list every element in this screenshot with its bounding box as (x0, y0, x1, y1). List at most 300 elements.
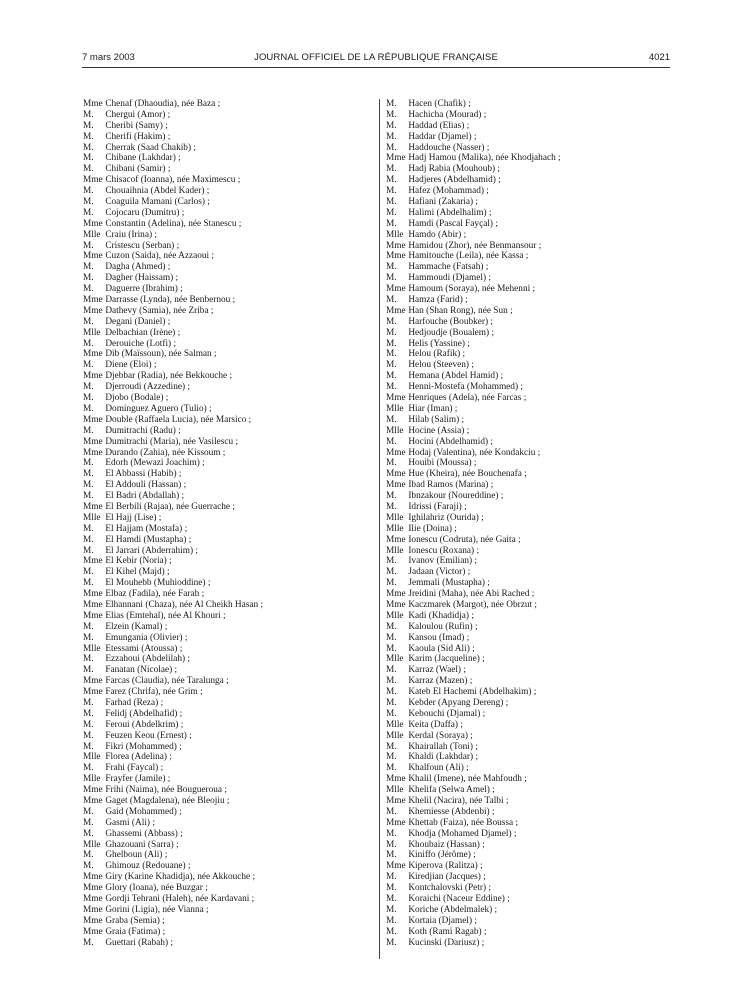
entry-name: Hacen (Chafik) ; (408, 99, 471, 109)
name-entry (83, 153, 373, 164)
name-entry (386, 709, 676, 720)
name-entry (83, 306, 373, 317)
entry-name: Kontchalovski (Petr) ; (408, 883, 491, 894)
name-entry (83, 654, 373, 665)
name-entry (386, 611, 676, 622)
name-entry (386, 437, 676, 448)
name-entry (386, 371, 676, 382)
name-entry (83, 611, 373, 622)
entry-title: M. (83, 578, 94, 589)
entry-title: M. (386, 643, 397, 654)
name-entry (386, 458, 676, 469)
name-entry (83, 578, 373, 589)
entry-name: Dumitrachi (Maria), née Vasilescu ; (105, 436, 239, 447)
entry-name: Khodja (Mohamed Djamel) ; (408, 828, 517, 839)
entry-title: Mme (83, 589, 103, 600)
entry-title: Mme (386, 393, 406, 404)
name-entry (83, 360, 373, 371)
name-entry (83, 883, 373, 894)
name-entry (386, 720, 676, 731)
name-entry (386, 132, 676, 143)
name-entry (386, 829, 676, 840)
entry-title: M. (386, 850, 397, 861)
entry-name: Khelil (Nacira), née Talbi ; (408, 796, 509, 806)
name-entry (386, 480, 676, 491)
name-entry (386, 883, 676, 894)
entry-title: M. (386, 741, 397, 752)
entry-name: Farez (Chrifa), née Grim ; (105, 687, 203, 698)
name-entry (386, 382, 676, 393)
entry-name: Gasmi (Ali) ; (105, 817, 155, 828)
entry-name: Khairallah (Toni) ; (408, 741, 478, 752)
header-rule (82, 67, 670, 68)
entry-name: Darrasse (Lynda), née Benbernou ; (105, 295, 236, 306)
entry-title: M. (83, 708, 94, 719)
name-entry (83, 861, 373, 872)
name-entry (83, 251, 373, 262)
entry-name: Hammoudi (Djamel) ; (408, 273, 491, 284)
entry-name: Ighilahriz (Ourida) ; (408, 512, 484, 523)
entry-name: Chergui (Amor) ; (105, 109, 171, 120)
name-entry (386, 230, 676, 241)
entry-name: Hafez (Mohammad) ; (408, 186, 489, 197)
entry-title: M. (83, 197, 94, 208)
name-entry (83, 763, 373, 774)
entry-name: El Hajj (Lise) ; (105, 512, 162, 523)
entry-title: M. (83, 621, 94, 632)
entry-title: Mme (83, 687, 103, 698)
entry-title: M. (386, 142, 397, 153)
entry-title: M. (386, 926, 397, 937)
entry-title: Mme (83, 436, 103, 447)
entry-name: Djerroudi (Azzedine) ; (105, 382, 190, 393)
name-entry (386, 807, 676, 818)
entry-name: Khemiesse (Abdenbi) ; (408, 806, 495, 817)
entry-name: Degani (Daniel) ; (105, 316, 171, 327)
entry-title: M. (386, 131, 397, 142)
entry-title: M. (83, 403, 94, 414)
entry-name: Elzein (Kamal) ; (105, 621, 168, 632)
entry-title: Mme (83, 676, 103, 687)
entry-name: Hafiani (Zakaria) ; (408, 197, 479, 208)
entry-title: Mme (83, 872, 103, 883)
entry-title: Mme (386, 534, 406, 545)
entry-title: M. (386, 578, 397, 589)
entry-title: M. (386, 621, 397, 632)
entry-title: Mme (83, 295, 103, 306)
entry-title: Mme (386, 774, 406, 785)
entry-title: M. (386, 338, 397, 349)
entry-title: M. (83, 806, 94, 817)
entry-title: M. (386, 273, 397, 284)
entry-name: Haddad (Elias) ; (408, 120, 470, 131)
entry-name: Fanatan (Nicolae) ; (105, 665, 178, 676)
entry-title: M. (386, 436, 397, 447)
name-entry (83, 230, 373, 241)
name-entry (83, 219, 373, 230)
entry-title: Mlle (386, 523, 404, 534)
entry-name: Koth (Rami Ragab) ; (408, 926, 487, 937)
name-entry (83, 513, 373, 524)
name-entry (386, 938, 676, 949)
entry-name: Cristescu (Serban) ; (105, 240, 180, 251)
name-entry (386, 894, 676, 905)
entry-title: Mme (83, 99, 103, 109)
name-entry (83, 186, 373, 197)
entry-title: M. (83, 469, 94, 480)
entry-title: M. (83, 284, 94, 295)
name-entry (83, 491, 373, 502)
entry-name: Edorh (Mewazi Joachim) ; (105, 458, 205, 469)
entry-title: Mlle (83, 327, 101, 338)
name-entry (386, 818, 676, 829)
entry-title: M. (386, 371, 397, 382)
name-entry (83, 818, 373, 829)
entry-title: M. (386, 164, 397, 175)
entry-title: Mme (386, 861, 406, 872)
entry-name: Kaloulou (Rufin) ; (408, 621, 478, 632)
entry-name: Hadj Hamou (Malika), née Khodjahach ; (408, 153, 561, 164)
name-entry (386, 796, 676, 807)
entry-name: Khalil (Imene), née Mahfoudh ; (408, 774, 527, 785)
entry-name: Cheribi (Samy) ; (105, 120, 168, 131)
entry-title: M. (83, 697, 94, 708)
name-entry (83, 458, 373, 469)
entry-title: M. (386, 806, 397, 817)
entry-title: Mme (83, 915, 103, 926)
entry-name: Dagha (Ahmed) ; (105, 262, 171, 273)
name-entry (83, 622, 373, 633)
entry-name: Hachicha (Mourad) ; (408, 109, 487, 120)
name-entry (83, 110, 373, 121)
name-entry (83, 426, 373, 437)
entry-title: Mlle (83, 512, 101, 523)
entry-name: Ibad Ramos (Marina) ; (408, 480, 494, 491)
entry-title: M. (83, 164, 94, 175)
entry-title: Mme (83, 305, 103, 316)
entry-name: Hodaj (Valentina), née Kondakciu ; (408, 447, 541, 458)
entry-title: M. (83, 534, 94, 545)
entry-title: Mme (386, 599, 406, 610)
entry-name: Cherrak (Saad Chakib) ; (105, 142, 196, 153)
name-entry (386, 284, 676, 295)
entry-name: Durando (Zahia), née Kissoum ; (105, 447, 226, 458)
entry-name: Graia (Fatima) ; (105, 926, 166, 937)
name-entry (386, 916, 676, 927)
name-entry (83, 742, 373, 753)
name-entry (386, 360, 676, 371)
name-entry (83, 785, 373, 796)
entry-name: Koriche (Abdelmalek) ; (408, 904, 498, 915)
name-entry (83, 132, 373, 143)
entry-name: Khelifa (Selwa Amel) ; (408, 785, 495, 796)
entry-name: Daguerre (Ibrahim) ; (105, 284, 183, 295)
entry-name: Kaoula (Sid Ali) ; (408, 643, 475, 654)
entry-name: Karraz (Mazen) ; (408, 676, 473, 687)
entry-name: Ezzahoui (Abdelilah) ; (105, 654, 190, 665)
entry-title: M. (386, 828, 397, 839)
name-entry (386, 589, 676, 600)
name-entry (386, 861, 676, 872)
entry-name: Constantin (Adelina), née Stanescu ; (105, 218, 242, 229)
entry-title: Mme (386, 305, 406, 316)
entry-name: Kateb El Hachemi (Abdelhakim) ; (408, 687, 537, 698)
entry-title: M. (386, 197, 397, 208)
entry-title: Mme (386, 469, 406, 480)
entry-title: Mlle (83, 229, 101, 240)
entry-title: M. (386, 763, 397, 774)
name-entry (83, 905, 373, 916)
entry-name: El Hamdi (Mustapha) ; (105, 534, 192, 545)
entry-title: Mlle (386, 403, 404, 414)
entry-title: M. (386, 491, 397, 502)
entry-name: Idrissi (Faraji) ; (408, 501, 467, 512)
entry-name: Diene (Eloi) ; (105, 360, 157, 371)
entry-title: M. (386, 632, 397, 643)
entry-name: Helou (Rafik) ; (408, 349, 466, 360)
name-entry (386, 110, 676, 121)
entry-title: Mlle (386, 545, 404, 556)
entry-name: Houibi (Moussa) ; (408, 458, 477, 469)
name-entry (83, 840, 373, 851)
name-entry (83, 872, 373, 883)
entry-name: Kansou (Imad) ; (408, 632, 470, 643)
name-entry (386, 404, 676, 415)
entry-name: Chibane (Lakhdar) ; (105, 153, 181, 164)
page-header (0, 52, 752, 66)
entry-name: Fikri (Mohammed) ; (105, 741, 182, 752)
entry-name: Hemana (Abdel Hamid) ; (408, 371, 504, 382)
entry-title: M. (386, 109, 397, 120)
name-entry (83, 469, 373, 480)
name-entry (83, 916, 373, 927)
name-entry (386, 349, 676, 360)
entry-name: Koraichi (Naceur Eddine) ; (408, 894, 510, 905)
entry-name: Karim (Jacqueline) ; (408, 654, 485, 665)
entry-name: Ivanov (Emilian) ; (408, 556, 478, 567)
entry-title: Mlle (83, 774, 101, 785)
entry-name: Farhad (Reza) ; (105, 697, 164, 708)
entry-title: M. (386, 665, 397, 676)
name-entry (386, 763, 676, 774)
entry-name: Frihi (Naima), née Bougueroua ; (105, 785, 227, 796)
name-entry (386, 665, 676, 676)
name-entry (386, 426, 676, 437)
entry-name: Elhannani (Chaza), née Al Cheikh Hasan ; (105, 599, 264, 610)
entry-name: Djobo (Bodale) ; (105, 393, 169, 404)
name-entry (386, 306, 676, 317)
entry-title: M. (386, 567, 397, 578)
entry-title: Mme (83, 926, 103, 937)
entry-title: M. (386, 295, 397, 306)
entry-name: Gaget (Magdalena), née Bleojiu ; (105, 796, 230, 806)
entry-name: El Kebir (Noria) ; (105, 556, 172, 567)
name-entry (386, 524, 676, 535)
name-entry (386, 491, 676, 502)
entry-name: Emungania (Olivier) ; (105, 632, 188, 643)
name-entry (83, 197, 373, 208)
entry-title: M. (386, 687, 397, 698)
entry-name: Elbaz (Fadila), née Farah ; (105, 589, 205, 600)
entry-title: Mme (83, 904, 103, 915)
name-entry (83, 99, 373, 110)
entry-title: Mme (83, 894, 103, 905)
name-entry (386, 622, 676, 633)
entry-name: Cojocaru (Dumitru) ; (105, 207, 185, 218)
entry-name: Haddar (Djamel) ; (408, 131, 477, 142)
name-entry (386, 927, 676, 938)
entry-name: Dagher (Haissam) ; (105, 273, 179, 284)
page-number: 4021 (648, 52, 670, 63)
entry-name: Derouiche (Lotfi) ; (105, 338, 177, 349)
entry-title: Mme (83, 175, 103, 186)
name-entry (386, 415, 676, 426)
name-entry (83, 502, 373, 513)
entry-name: Kebder (Apyang Dereng) ; (408, 697, 509, 708)
entry-title: M. (386, 360, 397, 371)
entry-name: Hue (Kheira), née Bouchenafa ; (408, 469, 527, 480)
name-entry (386, 241, 676, 252)
name-entry (83, 262, 373, 273)
entry-name: Kiperova (Ralitza) ; (408, 861, 483, 872)
name-entry (386, 164, 676, 175)
name-entry (386, 208, 676, 219)
name-entry (386, 448, 676, 459)
name-entry (386, 295, 676, 306)
entry-name: Kerdal (Soraya) ; (408, 730, 473, 741)
entry-title: M. (83, 207, 94, 218)
entry-title: M. (386, 327, 397, 338)
entry-name: Hocine (Assia) ; (408, 425, 470, 436)
entry-title: M. (83, 316, 94, 327)
entry-name: Khaldi (Lakhdar) ; (408, 752, 479, 763)
name-entry (386, 502, 676, 513)
entry-title: M. (83, 262, 94, 273)
entry-name: Craiu (Irina) ; (105, 229, 157, 240)
issue-date: 7 mars 2003 (82, 52, 135, 63)
entry-name: El Addouli (Hassan) ; (105, 480, 187, 491)
entry-name: Hamoum (Soraya), née Mehenni ; (408, 284, 536, 295)
entry-name: Djebbar (Radia), née Bekkouche ; (105, 371, 233, 382)
entry-title: Mme (83, 883, 103, 894)
name-entry (386, 317, 676, 328)
entry-title: M. (386, 894, 397, 905)
left-column (83, 99, 373, 948)
entry-title: M. (83, 817, 94, 828)
name-entry (386, 742, 676, 753)
entry-name: Cherifi (Hakim) ; (105, 131, 171, 142)
name-entry (83, 480, 373, 491)
name-entry (386, 175, 676, 186)
name-entry (386, 262, 676, 273)
name-entry (83, 273, 373, 284)
entry-title: M. (83, 850, 94, 861)
entry-name: El Hajjam (Mostafa) ; (105, 523, 188, 534)
name-entry (386, 153, 676, 164)
entry-name: Kiniffo (Jérôme) ; (408, 850, 476, 861)
entry-name: Guettari (Rabah) ; (105, 937, 173, 948)
entry-title: M. (386, 120, 397, 131)
entry-title: Mlle (386, 719, 404, 730)
entry-name: Hamdi (Pascal Fayçal) ; (408, 218, 498, 229)
entry-name: Coaguila Mamani (Carlos) ; (105, 197, 210, 208)
entry-name: Han (Shan Rong), née Sun ; (408, 305, 513, 316)
entry-name: Double (Raffaela Lucia), née Marsico ; (105, 414, 252, 425)
entry-name: Florea (Adelina) ; (105, 752, 172, 763)
entry-title: M. (83, 937, 94, 948)
name-entry (386, 556, 676, 567)
name-entry (386, 197, 676, 208)
name-entry (83, 731, 373, 742)
entry-name: Khettab (Faiza), née Boussa ; (408, 817, 519, 828)
entry-title: M. (386, 458, 397, 469)
entry-name: Hedjoudje (Boualem) ; (408, 327, 495, 338)
entry-name: Dominguez Aguero (Tulio) ; (105, 403, 212, 414)
entry-title: M. (386, 904, 397, 915)
entry-title: M. (386, 708, 397, 719)
entry-title: Mme (83, 218, 103, 229)
name-entry (386, 633, 676, 644)
journal-title: JOURNAL OFFICIEL DE LA RÉPUBLIQUE FRANÇAISE (254, 52, 498, 63)
name-entry (386, 99, 676, 110)
entry-name: Ghassemi (Abbass) ; (105, 828, 183, 839)
entry-name: Helis (Yassine) ; (408, 338, 470, 349)
entry-name: Keita (Daffa) ; (408, 719, 463, 730)
entry-name: Chisacof (Ioanna), née Maximescu ; (105, 175, 241, 186)
entry-title: Mme (386, 589, 406, 600)
name-entry (83, 328, 373, 339)
entry-title: M. (386, 186, 397, 197)
entry-name: Henni-Mostefa (Mohammed) ; (408, 382, 523, 393)
entry-title: M. (83, 131, 94, 142)
entry-title: M. (386, 414, 397, 425)
entry-title: Mlle (386, 654, 404, 665)
name-entry (386, 850, 676, 861)
name-entry (83, 665, 373, 676)
name-entry (386, 840, 676, 851)
entry-title: Mlle (386, 785, 404, 796)
entry-title: M. (83, 458, 94, 469)
entry-title: Mme (386, 240, 406, 251)
name-entry (83, 317, 373, 328)
entry-title: Mlle (386, 425, 404, 436)
name-entry (83, 284, 373, 295)
entry-name: Helou (Steeven) ; (408, 360, 474, 371)
entry-name: Jadaan (Victor) ; (408, 567, 471, 578)
name-entry (83, 829, 373, 840)
name-entry (83, 121, 373, 132)
entry-title: Mlle (386, 610, 404, 621)
name-entry (386, 469, 676, 480)
entry-name: Hadjeres (Abdelhamid) ; (408, 175, 501, 186)
name-entry (386, 905, 676, 916)
name-entry (83, 175, 373, 186)
entry-name: Ibnzakour (Noureddine) ; (408, 491, 504, 502)
entry-name: Karraz (Wael) ; (408, 665, 466, 676)
entry-title: M. (83, 186, 94, 197)
entry-name: Hamitouche (Leila), née Kassa ; (408, 251, 529, 262)
name-entry (386, 774, 676, 785)
entry-title: M. (386, 676, 397, 687)
name-entry (386, 513, 676, 524)
entry-title: Mme (386, 251, 406, 262)
name-entry (83, 448, 373, 459)
name-entry (386, 785, 676, 796)
name-entry (83, 208, 373, 219)
entry-title: M. (83, 393, 94, 404)
entry-title: M. (386, 839, 397, 850)
entry-title: M. (386, 915, 397, 926)
